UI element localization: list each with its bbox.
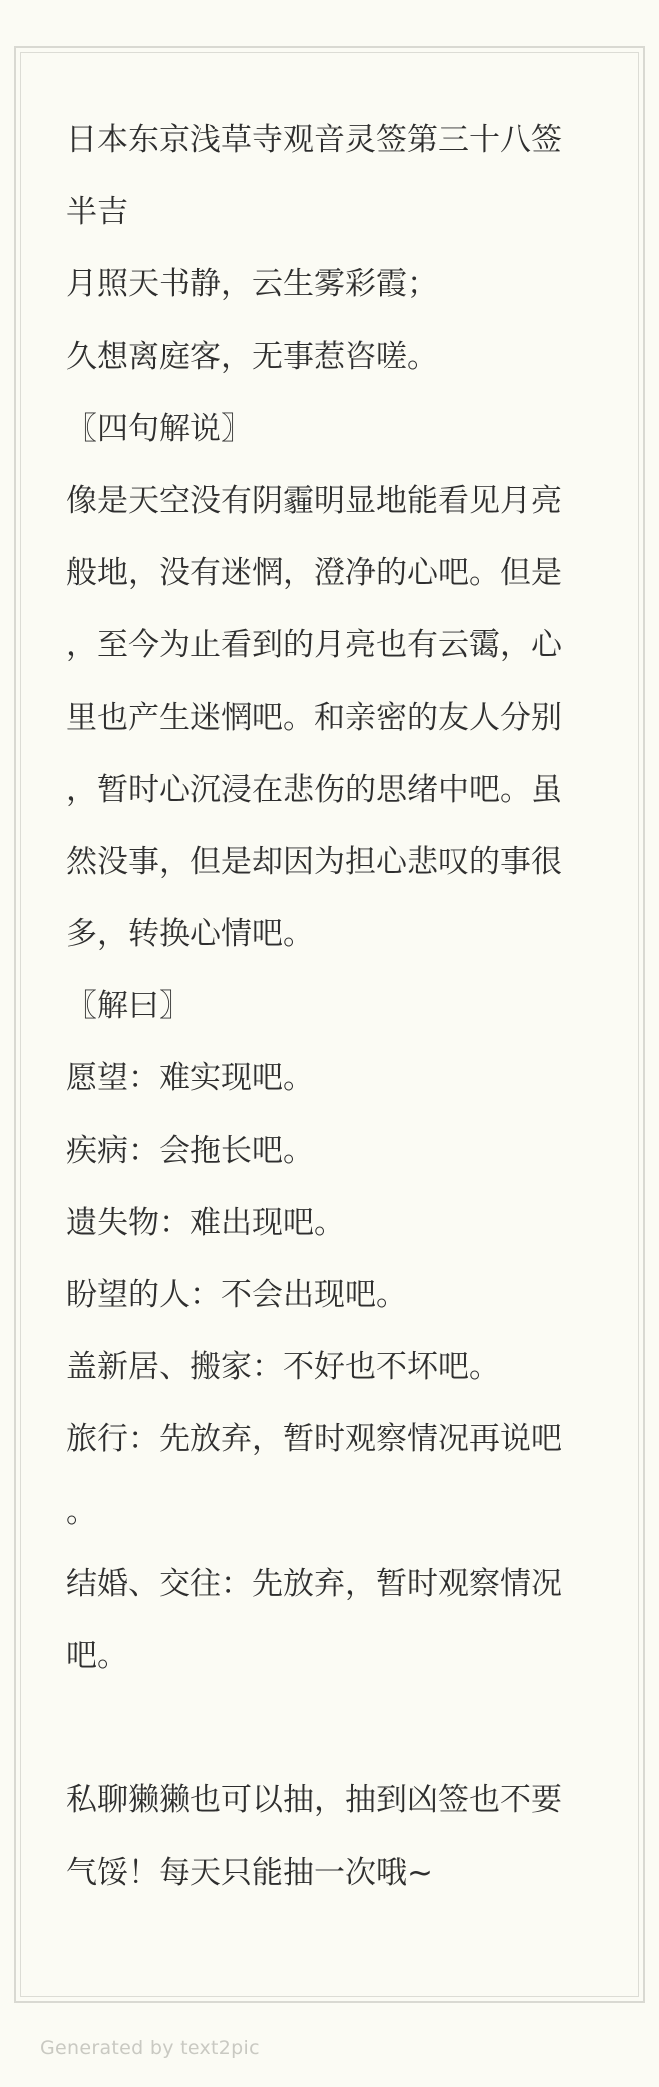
explanation-line: 里也产生迷惘吧。和亲密的友人分别 <box>66 699 562 736</box>
explanation-line: 像是天空没有阴霾明显地能看见月亮 <box>66 482 562 519</box>
note-line: 气馁！每天只能抽一次哦~ <box>66 1854 433 1891</box>
explanation-line: 多，转换心情吧。 <box>66 916 314 953</box>
interpretation-item: 盖新居、搬家：不好也不坏吧。 <box>66 1349 500 1386</box>
explanation-line: 般地，没有迷惘，澄净的心吧。但是 <box>66 555 562 592</box>
explanation-line: ，至今为止看到的月亮也有云霭，心 <box>66 627 562 664</box>
interpretation-item: 疾病：会拖长吧。 <box>66 1132 314 1169</box>
fortune-grade: 半吉 <box>66 194 128 231</box>
interpretation-item: 旅行：先放弃，暂时观察情况再说吧 <box>66 1421 562 1458</box>
section-heading-explanation: 〖四句解说〗 <box>66 410 252 447</box>
section-heading-interpretation: 〖解曰〗 <box>66 988 190 1025</box>
fortune-title: 日本东京浅草寺观音灵签第三十八签 <box>66 122 562 158</box>
blank-line <box>66 1692 590 1764</box>
interpretation-item: 结婚、交往：先放弃，暂时观察情况 <box>66 1565 562 1602</box>
explanation-line: ，暂时心沉浸在悲伤的思绪中吧。虽 <box>66 771 562 808</box>
poem-line: 久想离庭客，无事惹咨嗟。 <box>66 338 438 375</box>
interpretation-item: 遗失物：难出现吧。 <box>66 1204 345 1241</box>
interpretation-item-continued: 吧。 <box>66 1637 128 1674</box>
note-line: 私聊獭獭也可以抽，抽到凶签也不要 <box>66 1782 562 1819</box>
generator-credit: Generated by text2pic <box>40 2037 260 2059</box>
interpretation-item-continued: 。 <box>66 1493 97 1530</box>
fortune-text-body <box>66 104 590 1909</box>
poem-line: 月照天书静，云生雾彩霞； <box>66 266 438 303</box>
interpretation-item: 愿望：难实现吧。 <box>66 1060 314 1097</box>
explanation-line: 然没事，但是却因为担心悲叹的事很 <box>66 843 562 880</box>
interpretation-item: 盼望的人：不会出现吧。 <box>66 1277 407 1313</box>
